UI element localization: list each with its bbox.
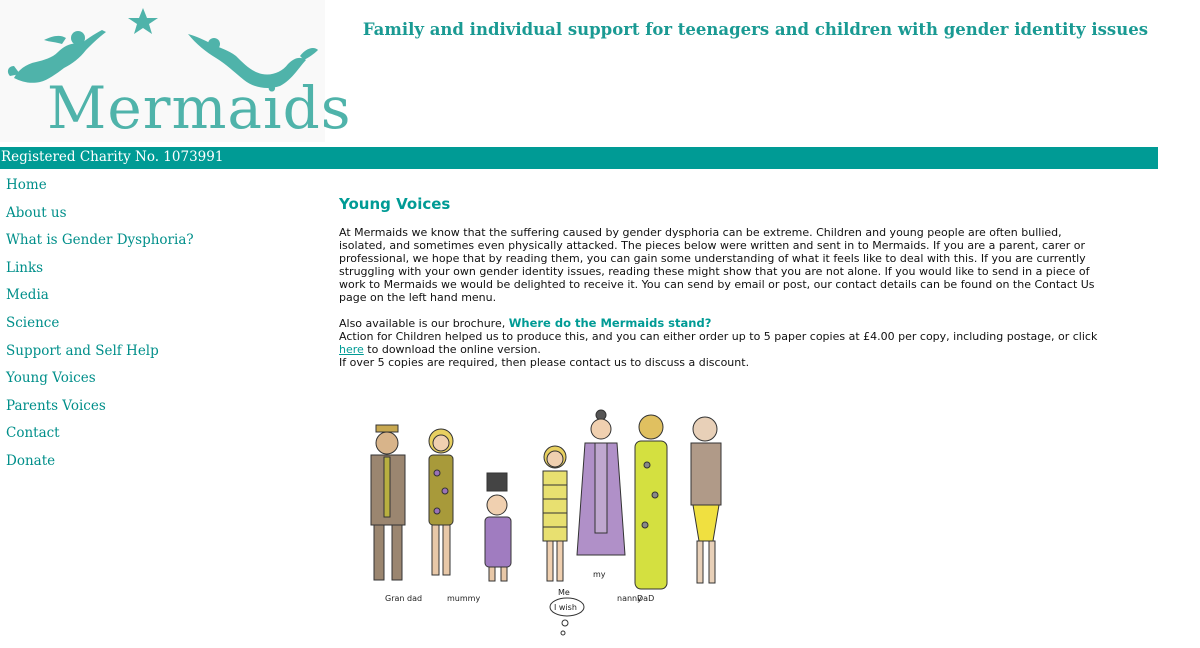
relative-figure — [691, 417, 721, 583]
bubble-dot-2 — [561, 631, 565, 635]
order-text-1: Action for Children helped us to produce this, and you can either order up to 5 paper copies at £4.00 per copy, including postage, or click — [339, 330, 1098, 343]
family-drawing-image — [355, 395, 745, 644]
sidebar-nav — [6, 176, 306, 480]
charity-number: Registered Charity No. 1073991 — [1, 149, 224, 165]
mummy-figure — [429, 429, 453, 575]
bubble-dot-1 — [562, 620, 568, 626]
caption-grandad: Gran dad — [385, 594, 423, 603]
caption-i-wish: I wish — [554, 603, 577, 612]
nav-item-science[interactable]: Science — [6, 314, 60, 331]
me-figure — [543, 446, 567, 581]
nav-item-contact[interactable]: Contact — [6, 425, 60, 442]
nav-item-about-us[interactable]: About us — [6, 204, 67, 221]
nav-item-gender-dysphoria[interactable]: What is Gender Dysphoria? — [6, 232, 194, 249]
caption-my: my — [593, 570, 606, 579]
dad-figure — [635, 415, 667, 589]
site-tagline: Family and individual support for teenagers and children with gender identity issues — [362, 20, 1148, 39]
intro-paragraph: At Mermaids we know that the suffering caused by gender dysphoria can be extreme. Children and young people are often bullied, isolated, and sometimes even physically attacked. The pieces below were written and sent in to Mermaids. If you are a parent, carer or professional, we hope that by reading them, you can gain some understanding of what it feels like to deal with this. If you are currently struggling with your own gender identity issues, reading these might show that you are not alone. If you would like to send in a piece of work to Mermaids we would be delighted to receive it. You can send by email or post, our contact details can be found on the Contact Us page on the left hand menu. — [339, 226, 1095, 304]
brochure-prefix: Also available is our brochure, — [339, 317, 509, 330]
caption-me: Me — [558, 588, 570, 597]
discount-text: If over 5 copies are required, then please contact us to discuss a discount. — [339, 356, 750, 369]
nav-item-support[interactable]: Support and Self Help — [6, 342, 159, 359]
caption-dad: DaD — [637, 594, 655, 603]
nanny-figure — [577, 410, 625, 555]
logo-wordmark: Mermaids — [47, 74, 352, 142]
caption-mummy: mummy — [447, 594, 481, 603]
main-content — [339, 195, 1099, 369]
caption-nanny: nanny — [617, 594, 642, 603]
nav-item-home[interactable]: Home — [6, 177, 47, 193]
brochure-paragraph — [339, 317, 1099, 369]
grandad-figure — [371, 425, 405, 580]
download-here-link[interactable]: here — [339, 343, 364, 356]
page-title: Young Voices — [339, 195, 451, 213]
nav-item-links[interactable]: Links — [6, 259, 44, 276]
site-header — [0, 0, 1200, 146]
nav-item-donate[interactable]: Donate — [6, 452, 56, 469]
brochure-link[interactable]: Where do the Mermaids stand? — [508, 316, 712, 330]
nav-item-young-voices[interactable]: Young Voices — [6, 370, 96, 387]
charity-bar — [0, 147, 1158, 169]
order-text-2: to download the online version. — [363, 343, 541, 356]
family-drawing — [355, 395, 745, 644]
nav-item-parents-voices[interactable]: Parents Voices — [6, 397, 106, 414]
nav-item-media[interactable]: Media — [6, 287, 49, 304]
child-figure — [485, 473, 511, 581]
mermaids-logo[interactable] — [0, 0, 352, 142]
